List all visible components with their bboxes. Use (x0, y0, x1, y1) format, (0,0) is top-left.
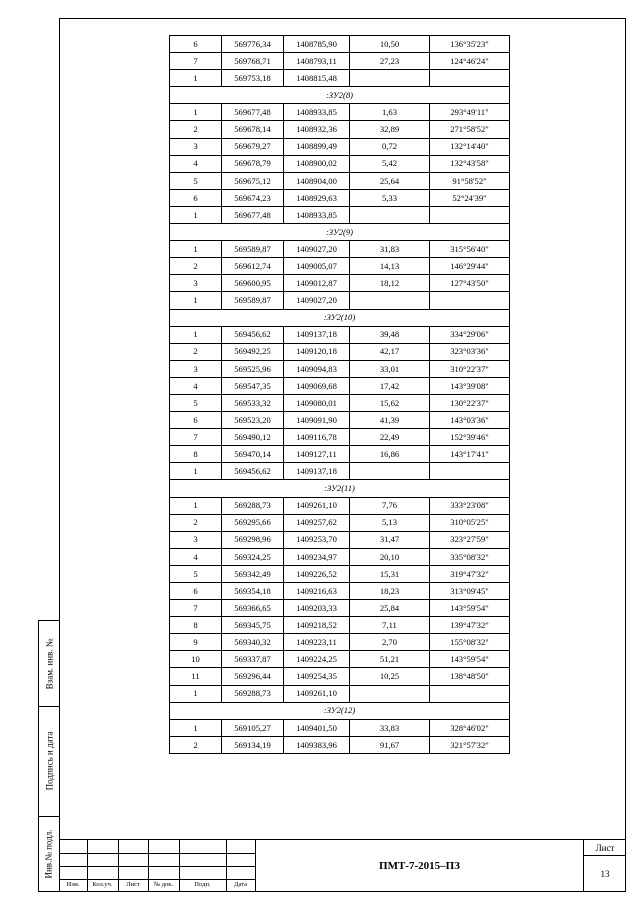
y-coordinate-cell: 1408785,90 (284, 36, 350, 53)
point-number-cell: 2 (170, 121, 222, 138)
section-title: :ЗУ2(12) (170, 702, 510, 719)
x-coordinate-cell: 569337,87 (222, 651, 284, 668)
y-coordinate-cell: 1409383,96 (284, 736, 350, 753)
distance-cell: 5,33 (350, 189, 430, 206)
bearing-cell: 155°08'32" (430, 634, 510, 651)
point-number-cell: 1 (170, 326, 222, 343)
table-row (170, 736, 510, 753)
y-coordinate-cell: 1409261,10 (284, 497, 350, 514)
y-coordinate-cell: 1409253,70 (284, 531, 350, 548)
x-coordinate-cell: 569679,27 (222, 138, 284, 155)
sheet-number: 13 (600, 869, 610, 879)
y-coordinate-cell: 1409005,07 (284, 258, 350, 275)
table-row (170, 583, 510, 600)
bearing-cell: 136°35'23" (430, 36, 510, 53)
y-coordinate-cell: 1409137,18 (284, 326, 350, 343)
distance-cell (350, 70, 430, 87)
document-code: ПМТ-7-2015–ПЗ (255, 840, 584, 892)
col-podp-label: Подп. (194, 881, 211, 888)
distance-cell: 7,11 (350, 617, 430, 634)
bearing-cell: 333°23'08" (430, 497, 510, 514)
point-number-cell: 5 (170, 394, 222, 411)
bearing-cell: 328°46'02" (430, 719, 510, 736)
distance-cell: 20,10 (350, 548, 430, 565)
table-row (170, 360, 510, 377)
bearing-cell: 319°47'32" (430, 565, 510, 582)
bearing-cell: 91°58'52" (430, 172, 510, 189)
point-number-cell: 2 (170, 343, 222, 360)
point-number-cell: 1 (170, 463, 222, 480)
distance-cell (350, 685, 430, 702)
table-row (170, 685, 510, 702)
x-coordinate-cell: 569678,14 (222, 121, 284, 138)
table-row (170, 206, 510, 223)
x-coordinate-cell: 569523,20 (222, 412, 284, 429)
x-coordinate-cell: 569456,62 (222, 463, 284, 480)
table-row (170, 412, 510, 429)
point-number-cell: 3 (170, 531, 222, 548)
table-row (170, 172, 510, 189)
bearing-cell: 143°59'54" (430, 651, 510, 668)
table-row (170, 531, 510, 548)
table-row (170, 565, 510, 582)
x-coordinate-cell: 569612,74 (222, 258, 284, 275)
section-row (170, 480, 510, 497)
x-coordinate-cell: 569533,32 (222, 394, 284, 411)
section-title: :ЗУ2(8) (170, 87, 510, 104)
y-coordinate-cell: 1408793,11 (284, 53, 350, 70)
point-number-cell: 6 (170, 412, 222, 429)
table-row (170, 463, 510, 480)
point-number-cell: 1 (170, 104, 222, 121)
distance-cell: 0,72 (350, 138, 430, 155)
point-number-cell: 1 (170, 70, 222, 87)
y-coordinate-cell: 1408933,85 (284, 104, 350, 121)
x-coordinate-cell: 569525,96 (222, 360, 284, 377)
bearing-cell (430, 463, 510, 480)
distance-cell: 17,42 (350, 377, 430, 394)
y-coordinate-cell: 1409080,01 (284, 394, 350, 411)
point-number-cell: 1 (170, 497, 222, 514)
y-coordinate-cell: 1409069,68 (284, 377, 350, 394)
point-number-cell: 1 (170, 685, 222, 702)
table-row (170, 446, 510, 463)
side-stamp-replacement (39, 621, 59, 707)
y-coordinate-cell: 1409120,18 (284, 343, 350, 360)
table-row (170, 600, 510, 617)
y-coordinate-cell: 1409027,20 (284, 241, 350, 258)
x-coordinate-cell: 569675,12 (222, 172, 284, 189)
bearing-cell: 321°57'32" (430, 736, 510, 753)
point-number-cell: 7 (170, 429, 222, 446)
x-coordinate-cell: 569600,95 (222, 275, 284, 292)
point-number-cell: 6 (170, 36, 222, 53)
y-coordinate-cell: 1409257,62 (284, 514, 350, 531)
side-stamp (38, 620, 59, 892)
table-row (170, 343, 510, 360)
bearing-cell: 271°58'52" (430, 121, 510, 138)
bearing-cell (430, 206, 510, 223)
col-list-label: Лист (126, 881, 140, 888)
distance-cell: 16,86 (350, 446, 430, 463)
bearing-cell (430, 70, 510, 87)
table-row (170, 275, 510, 292)
side-stamp-signature (39, 706, 59, 817)
x-coordinate-cell: 569354,18 (222, 583, 284, 600)
y-coordinate-cell: 1409223,11 (284, 634, 350, 651)
table-row (170, 548, 510, 565)
bearing-cell: 138°48'50" (430, 668, 510, 685)
distance-cell: 42,17 (350, 343, 430, 360)
distance-cell: 31,83 (350, 241, 430, 258)
section-title: :ЗУ2(10) (170, 309, 510, 326)
y-coordinate-cell: 1408900,02 (284, 155, 350, 172)
bearing-cell: 146°29'44" (430, 258, 510, 275)
bearing-cell: 310°22'37" (430, 360, 510, 377)
table-row (170, 617, 510, 634)
table-row (170, 121, 510, 138)
distance-cell (350, 292, 430, 309)
y-coordinate-cell: 1409261,10 (284, 685, 350, 702)
table-row (170, 138, 510, 155)
table-row (170, 514, 510, 531)
x-coordinate-cell: 569677,48 (222, 206, 284, 223)
point-number-cell: 1 (170, 206, 222, 223)
x-coordinate-cell: 569674,23 (222, 189, 284, 206)
point-number-cell: 1 (170, 292, 222, 309)
x-coordinate-cell: 569470,14 (222, 446, 284, 463)
x-coordinate-cell: 569589,87 (222, 241, 284, 258)
point-number-cell: 8 (170, 446, 222, 463)
y-coordinate-cell: 1408904,00 (284, 172, 350, 189)
bearing-cell (430, 685, 510, 702)
x-coordinate-cell: 569298,96 (222, 531, 284, 548)
y-coordinate-cell: 1409218,52 (284, 617, 350, 634)
bearing-cell: 143°17'41" (430, 446, 510, 463)
x-coordinate-cell: 569288,73 (222, 685, 284, 702)
point-number-cell: 3 (170, 275, 222, 292)
distance-cell: 1,63 (350, 104, 430, 121)
distance-cell: 10,50 (350, 36, 430, 53)
bearing-cell: 310°05'25" (430, 514, 510, 531)
x-coordinate-cell: 569105,27 (222, 719, 284, 736)
point-number-cell: 4 (170, 377, 222, 394)
bearing-cell (430, 292, 510, 309)
distance-cell: 2,70 (350, 634, 430, 651)
point-number-cell: 11 (170, 668, 222, 685)
y-coordinate-cell: 1409203,33 (284, 600, 350, 617)
sheet-box (584, 840, 626, 892)
x-coordinate-cell: 569492,25 (222, 343, 284, 360)
table-row (170, 326, 510, 343)
distance-cell: 18,23 (350, 583, 430, 600)
y-coordinate-cell: 1409012,87 (284, 275, 350, 292)
distance-cell: 51,21 (350, 651, 430, 668)
bearing-cell: 323°03'36" (430, 343, 510, 360)
y-coordinate-cell: 1409224,25 (284, 651, 350, 668)
side-stamp-replacement-label: Взам. инв. № (44, 638, 54, 689)
point-number-cell: 2 (170, 258, 222, 275)
table-row (170, 155, 510, 172)
bearing-cell: 334°29'06" (430, 326, 510, 343)
col-ndok-label: № док. (153, 881, 174, 888)
bearing-cell: 315°56'40" (430, 241, 510, 258)
x-coordinate-cell: 569288,73 (222, 497, 284, 514)
table-row (170, 104, 510, 121)
distance-cell: 15,62 (350, 394, 430, 411)
y-coordinate-cell: 1409091,90 (284, 412, 350, 429)
distance-cell: 22,49 (350, 429, 430, 446)
distance-cell: 33,01 (350, 360, 430, 377)
x-coordinate-cell: 569295,66 (222, 514, 284, 531)
bearing-cell: 143°39'08" (430, 377, 510, 394)
y-coordinate-cell: 1409226,52 (284, 565, 350, 582)
x-coordinate-cell: 569589,87 (222, 292, 284, 309)
table-row (170, 258, 510, 275)
bearing-cell: 335°08'32" (430, 548, 510, 565)
bearing-cell: 132°14'40" (430, 138, 510, 155)
y-coordinate-cell: 1409137,18 (284, 463, 350, 480)
side-stamp-signature-label: Подпись и дата (44, 731, 54, 791)
y-coordinate-cell: 1409234,97 (284, 548, 350, 565)
x-coordinate-cell: 569678,79 (222, 155, 284, 172)
col-data-label: Дата (234, 881, 247, 888)
distance-cell: 39,48 (350, 326, 430, 343)
table-row (170, 497, 510, 514)
x-coordinate-cell: 569134,19 (222, 736, 284, 753)
y-coordinate-cell: 1408932,36 (284, 121, 350, 138)
distance-cell: 25,84 (350, 600, 430, 617)
title-block-revision-grid (59, 840, 255, 892)
sheet-label: Лист (584, 840, 626, 856)
point-number-cell: 7 (170, 600, 222, 617)
table-row (170, 634, 510, 651)
point-number-cell: 3 (170, 138, 222, 155)
distance-cell: 7,76 (350, 497, 430, 514)
table-row (170, 394, 510, 411)
col-koluch-label: Кол.уч. (92, 881, 113, 888)
point-number-cell: 2 (170, 514, 222, 531)
x-coordinate-cell: 569296,44 (222, 668, 284, 685)
distance-cell: 5,42 (350, 155, 430, 172)
col-izm-label: Изм. (66, 881, 80, 888)
point-number-cell: 6 (170, 189, 222, 206)
point-number-cell: 5 (170, 565, 222, 582)
point-number-cell: 7 (170, 53, 222, 70)
x-coordinate-cell: 569768,71 (222, 53, 284, 70)
y-coordinate-cell: 1409254,35 (284, 668, 350, 685)
coordinates-table (169, 35, 510, 754)
bearing-cell: 139°47'32" (430, 617, 510, 634)
table-row (170, 70, 510, 87)
distance-cell: 32,89 (350, 121, 430, 138)
table-row (170, 429, 510, 446)
y-coordinate-cell: 1408933,85 (284, 206, 350, 223)
table-row (170, 53, 510, 70)
point-number-cell: 1 (170, 719, 222, 736)
x-coordinate-cell: 569490,12 (222, 429, 284, 446)
section-row (170, 224, 510, 241)
y-coordinate-cell: 1409401,50 (284, 719, 350, 736)
y-coordinate-cell: 1409127,11 (284, 446, 350, 463)
y-coordinate-cell: 1409027,20 (284, 292, 350, 309)
x-coordinate-cell: 569776,34 (222, 36, 284, 53)
table-row (170, 292, 510, 309)
distance-cell: 91,67 (350, 736, 430, 753)
point-number-cell: 8 (170, 617, 222, 634)
bearing-cell: 293°49'11" (430, 104, 510, 121)
bearing-cell: 127°43'50" (430, 275, 510, 292)
distance-cell: 15,31 (350, 565, 430, 582)
distance-cell (350, 463, 430, 480)
x-coordinate-cell: 569342,49 (222, 565, 284, 582)
distance-cell: 25,64 (350, 172, 430, 189)
distance-cell: 10,25 (350, 668, 430, 685)
bearing-cell: 143°59'54" (430, 600, 510, 617)
table-row (170, 719, 510, 736)
point-number-cell: 9 (170, 634, 222, 651)
bearing-cell: 130°22'37" (430, 394, 510, 411)
distance-cell: 31,47 (350, 531, 430, 548)
x-coordinate-cell: 569340,32 (222, 634, 284, 651)
point-number-cell: 2 (170, 736, 222, 753)
x-coordinate-cell: 569324,25 (222, 548, 284, 565)
table-row (170, 668, 510, 685)
x-coordinate-cell: 569753,18 (222, 70, 284, 87)
point-number-cell: 10 (170, 651, 222, 668)
x-coordinate-cell: 569456,62 (222, 326, 284, 343)
side-stamp-original-label: Инв.№ подл. (44, 828, 54, 879)
distance-cell: 14,13 (350, 258, 430, 275)
y-coordinate-cell: 1409116,78 (284, 429, 350, 446)
bearing-cell: 132°43'58" (430, 155, 510, 172)
x-coordinate-cell: 569366,65 (222, 600, 284, 617)
y-coordinate-cell: 1408929,63 (284, 189, 350, 206)
distance-cell (350, 206, 430, 223)
section-row (170, 309, 510, 326)
section-title: :ЗУ2(9) (170, 224, 510, 241)
table-row (170, 36, 510, 53)
bearing-cell: 124°46'24" (430, 53, 510, 70)
point-number-cell: 3 (170, 360, 222, 377)
bearing-cell: 313°09'45" (430, 583, 510, 600)
distance-cell: 5,13 (350, 514, 430, 531)
y-coordinate-cell: 1408899,49 (284, 138, 350, 155)
distance-cell: 27,23 (350, 53, 430, 70)
x-coordinate-cell: 569345,75 (222, 617, 284, 634)
bearing-cell: 152°39'46" (430, 429, 510, 446)
section-row (170, 702, 510, 719)
bearing-cell: 323°27'59" (430, 531, 510, 548)
title-block (59, 839, 626, 892)
point-number-cell: 1 (170, 241, 222, 258)
point-number-cell: 4 (170, 155, 222, 172)
bearing-cell: 52°24'39" (430, 189, 510, 206)
section-title: :ЗУ2(11) (170, 480, 510, 497)
point-number-cell: 6 (170, 583, 222, 600)
distance-cell: 18,12 (350, 275, 430, 292)
table-row (170, 651, 510, 668)
table-row (170, 189, 510, 206)
table-row (170, 241, 510, 258)
distance-cell: 33,83 (350, 719, 430, 736)
y-coordinate-cell: 1409094,83 (284, 360, 350, 377)
table-row (170, 377, 510, 394)
point-number-cell: 5 (170, 172, 222, 189)
point-number-cell: 4 (170, 548, 222, 565)
x-coordinate-cell: 569547,35 (222, 377, 284, 394)
bearing-cell: 143°03'36" (430, 412, 510, 429)
y-coordinate-cell: 1409216,63 (284, 583, 350, 600)
section-row (170, 87, 510, 104)
y-coordinate-cell: 1408815,48 (284, 70, 350, 87)
x-coordinate-cell: 569677,48 (222, 104, 284, 121)
side-stamp-original (39, 816, 59, 891)
distance-cell: 41,39 (350, 412, 430, 429)
